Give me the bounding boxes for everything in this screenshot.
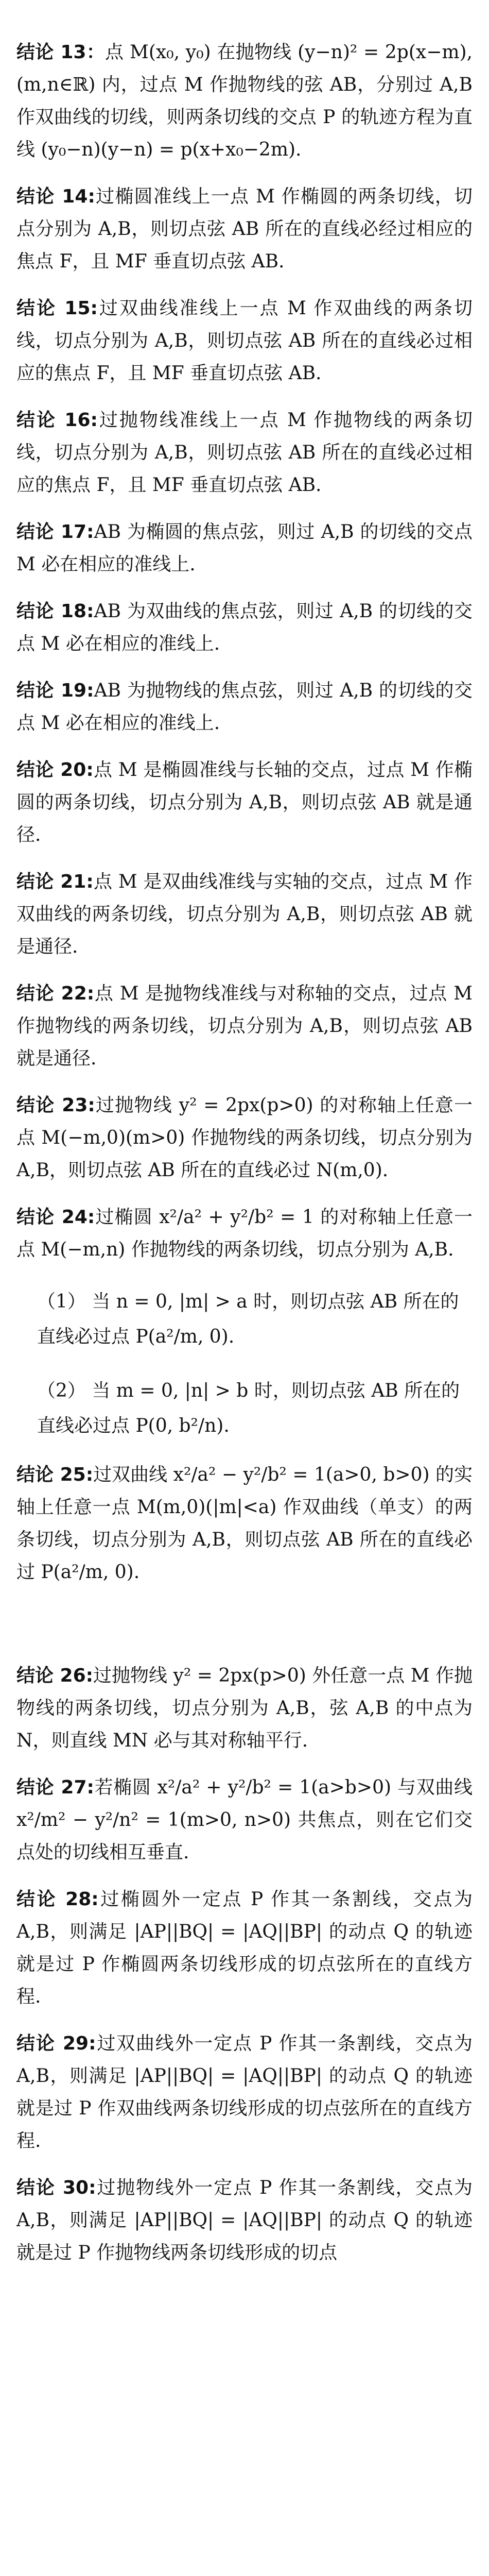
conclusion-label: 结论 14: [16,186,95,207]
conclusion-text: 过椭圆准线上一点 M 作椭圆的两条切线，切点分别为 A,B，则切点弦 AB 所在的直线必经过相应的焦点 F，且 MF 垂直切点弦 AB. [16,186,473,272]
conclusion-paragraph [16,36,473,166]
conclusion-label: 结论 24: [16,1207,95,1228]
conclusion-text: （1） 当 n = 0, |m| > a 时，则切点弦 AB 所在的直线必过点 P(a²/m, 0). [37,1291,459,1348]
conclusion-label: 结论 28: [16,1888,99,1910]
conclusion-paragraph [16,977,473,1075]
conclusion-paragraph [16,754,473,851]
conclusion-label: 结论 21: [16,871,94,892]
conclusion-text: 若椭圆 x²/a² + y²/b² = 1(a>b>0) 与双曲线 x²/m² − y²/n² = 1(m>0, n>0) 共焦点，则在它们交点处的切线相互垂直. [16,1776,473,1863]
conclusion-label: 结论 27: [16,1776,94,1798]
sub-case-paragraph [37,1284,473,1355]
conclusion-paragraph [16,2172,473,2269]
conclusion-text: 点 M 是双曲线准线与实轴的交点，过点 M 作双曲线的两条切线，切点分别为 A,B，则切点弦 AB 就是通径. [16,871,473,957]
conclusion-paragraph [16,1771,473,1869]
conclusion-text: 过抛物线准线上一点 M 作抛物线的两条切线，切点分别为 A,B，则切点弦 AB 所在的直线必过相应的焦点 F，且 MF 垂直切点弦 AB. [16,410,473,496]
conclusion-label: 结论 30: [16,2177,96,2198]
conclusion-text: 过椭圆 x²/a² + y²/b² = 1 的对称轴上任意一点 M(−m,n) 作抛物线的两条切线，切点分别为 A,B. [16,1207,473,1260]
conclusion-text: 过抛物线 y² = 2px(p>0) 外任意一点 M 作抛物线的两条切线，切点分别为 A,B，弦 A,B 的中点为 N，则直线 MN 必与其对称轴平行. [16,1665,473,1751]
conclusion-text: AB 为椭圆的焦点弦，则过 A,B 的切线的交点 M 必在相应的准线上. [16,521,473,575]
conclusion-paragraph [16,1659,473,1757]
conclusion-label: 结论 23: [16,1095,95,1116]
conclusion-paragraph [16,1459,473,1588]
conclusion-paragraph [16,180,473,278]
conclusion-paragraph [16,1883,473,2013]
conclusion-label: 结论 15: [16,298,98,319]
conclusion-text: 点 M 是椭圆准线与长轴的交点，过点 M 作椭圆的两条切线，切点分别为 A,B，则切点弦 AB 就是通径. [16,759,473,845]
conclusion-text: 过双曲线准线上一点 M 作双曲线的两条切线，切点分别为 A,B，则切点弦 AB 所在的直线必过相应的焦点 F，且 MF 垂直切点弦 AB. [16,298,473,384]
spacer [16,1603,473,1659]
conclusion-paragraph [16,516,473,581]
conclusion-label: 结论 22: [16,983,95,1004]
conclusion-paragraph [16,404,473,501]
conclusion-label: 结论 17: [16,521,94,543]
conclusion-text: 过双曲线外一定点 P 作其一条割线，交点为 A,B，则满足 |AP||BQ| = |AQ||BP| 的动点 Q 的轨迹就是过 P 作双曲线两条切线形成的切点弦所在的直线方程. [16,2032,473,2151]
conclusion-paragraph [16,674,473,739]
conclusion-paragraph [16,1089,473,1187]
conclusion-paragraph [16,595,473,660]
conclusion-paragraph [16,2027,473,2157]
conclusion-label: 结论 29: [16,2032,96,2054]
conclusion-label: 结论 20: [16,759,94,781]
conclusion-paragraph [16,1201,473,1266]
conclusion-label: 结论 19: [16,680,94,701]
conclusion-label: 结论 18: [16,601,94,622]
conclusion-label: 结论 16: [16,410,98,431]
conclusion-text: （2） 当 m = 0, |n| > b 时，则切点弦 AB 所在的直线必过点 P(0, b²/n). [37,1380,460,1437]
conclusion-text: AB 为双曲线的焦点弦，则过 A,B 的切线的交点 M 必在相应的准线上. [16,601,473,654]
conclusion-text: 过抛物线 y² = 2px(p>0) 的对称轴上任意一点 M(−m,0)(m>0) 作抛物线的两条切线，切点分别为 A,B，则切点弦 AB 所在的直线必过 N(m,0). [16,1095,473,1181]
conclusion-label: 结论 13： [16,42,105,63]
conclusion-text: 点 M(x₀, y₀) 在抛物线 (y−n)² = 2p(x−m), (m,n∈ℝ) 内，过点 M 作抛物线的弦 AB，分别过 A,B 作双曲线的切线，则两条切线的交点 P 的轨迹方程为直线 (y₀−n)(y−n) = p(x+x₀−2m). [16,42,473,160]
conclusion-text: 点 M 是抛物线准线与对称轴的交点，过点 M 作抛物线的两条切线，切点分别为 A,B，则切点弦 AB 就是通径. [16,983,473,1069]
conclusion-paragraph [16,866,473,963]
sub-case-paragraph [37,1374,473,1444]
conclusion-text: 过双曲线 x²/a² − y²/b² = 1(a>0, b>0) 的实轴上任意一点 M(m,0)(|m|<a) 作双曲线（单支）的两条切线，切点分别为 A,B，则切点弦 AB 所在的直线必过 P(a²/m, 0). [16,1464,473,1583]
conclusion-paragraph [16,292,473,389]
conclusion-text: AB 为抛物线的焦点弦，则过 A,B 的切线的交点 M 必在相应的准线上. [16,680,473,734]
conclusion-text: 过椭圆外一定点 P 作其一条割线，交点为 A,B，则满足 |AP||BQ| = |AQ||BP| 的动点 Q 的轨迹就是过 P 作椭圆两条切线形成的切点弦所在的直线方程. [16,1888,473,2007]
conclusion-text: 过抛物线外一定点 P 作其一条割线，交点为 A,B，则满足 |AP||BQ| = |AQ||BP| 的动点 Q 的轨迹就是过 P 作抛物线两条切线形成的切点 [16,2177,473,2263]
conclusion-label: 结论 25: [16,1464,94,1485]
conclusion-label: 结论 26: [16,1665,94,1686]
